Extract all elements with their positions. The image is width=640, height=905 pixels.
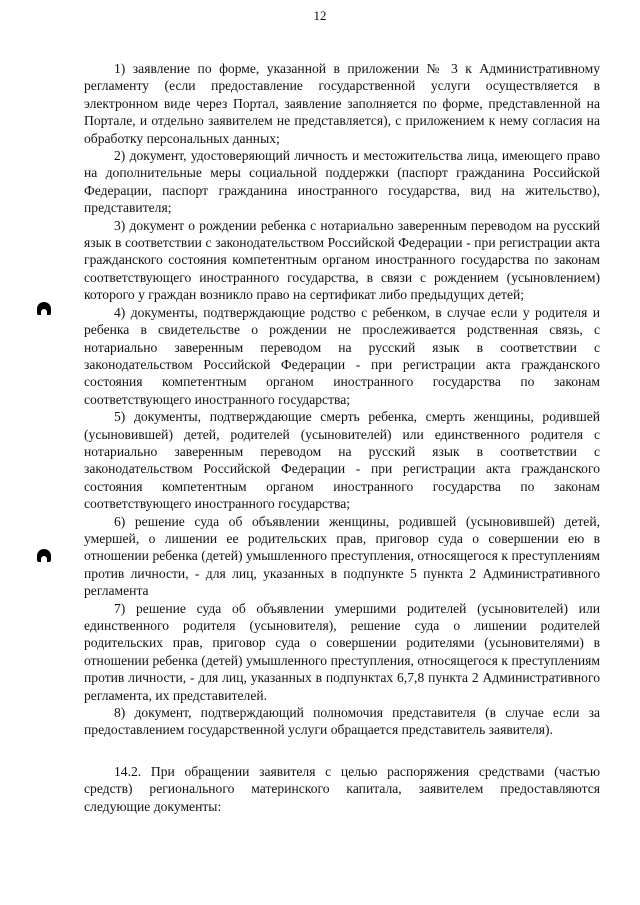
binder-hole-mark	[37, 302, 51, 315]
list-item-4: 4) документы, подтверждающие родство с ребенком, в случае если у родителя и ребенка в свидетельстве о рождении не прослеживается родственная связь, с нотариально заверенным переводом на русский язык в соответствии с законодательством Российской Федерации - при регистрации акта гражданского состояния компетентным органом иностранного государства по законам соответствующего иностранного государства;	[84, 304, 600, 407]
list-item-2: 2) документ, удостоверяющий личность и местожительства лица, имеющего право на дополнительные меры социальной поддержки (паспорт гражданина Российской Федерации, паспорт гражданина иностранного государства, вид на жительство), представителя;	[84, 148, 600, 216]
section-14-2-paragraph: 14.2. При обращении заявителя с целью распоряжения средствами (частью средств) регионального материнского капитала, заявителем предоставляются следующие документы:	[84, 763, 600, 814]
list-item-5: 5) документы, подтверждающие смерть ребенка, смерть женщины, родившей (усыновившей) детей, родителей (усыновителей) или единственного родителя с нотариально заверенным переводом на русский язык в соответствии с законодательством Российской Федерации - при регистрации акта гражданского состояния компетентным органом иностранного государства по законам соответствующего иностранного государства;	[84, 409, 600, 512]
list-item-7: 7) решение суда об объявлении умершими родителей (усыновителей) или единственного родителя (усыновителя), решение суда о лишении родителей родительских прав, приговор суда о совершении родителями (усыновителями) в отношении ребенка (детей) умышленного преступления, относящегося к преступлениям против личности, - для лиц, указанных в подпунктах 6,7,8 пункта 2 Административного регламента, их представителей.	[84, 600, 600, 703]
list-item-6: 6) решение суда об объявлении женщины, родившей (усыновившей) детей, умершей, о лишении ее родительских прав, приговор суда о совершении ею в отношении ребенка (детей) умышленного преступления, относящегося к преступлениям против личности, - для лиц, указанных в подпункте 5 пункта 2 Административного регламента	[84, 513, 600, 599]
document-body	[84, 60, 600, 815]
binder-hole-mark	[37, 549, 51, 562]
list-item-3: 3) документ о рождении ребенка с нотариально заверенным переводом на русский язык в соответствии с законодательством Российской Федерации - при регистрации акта гражданского состояния компетентным органом иностранного государства по законам соответствующего иностранного государства, в связи с рождением (усыновлением) которого у граждан возникло право на сертификат либо предыдущих детей;	[84, 217, 600, 303]
list-item-8: 8) документ, подтверждающий полномочия представителя (в случае если за предоставлением государственной услуги обращается представитель заявителя).	[84, 705, 600, 738]
page-number: 12	[313, 8, 327, 23]
list-item-1: 1) заявление по форме, указанной в приложении № 3 к Административному регламенту (если предоставление государственной услуги осуществляется в электронном виде через Портал, заявление заполняется по форме, представленной на Портале, и отдельно заявителем не представляется), с приложением к нему согласия на обработку персональных данных;	[84, 61, 600, 146]
